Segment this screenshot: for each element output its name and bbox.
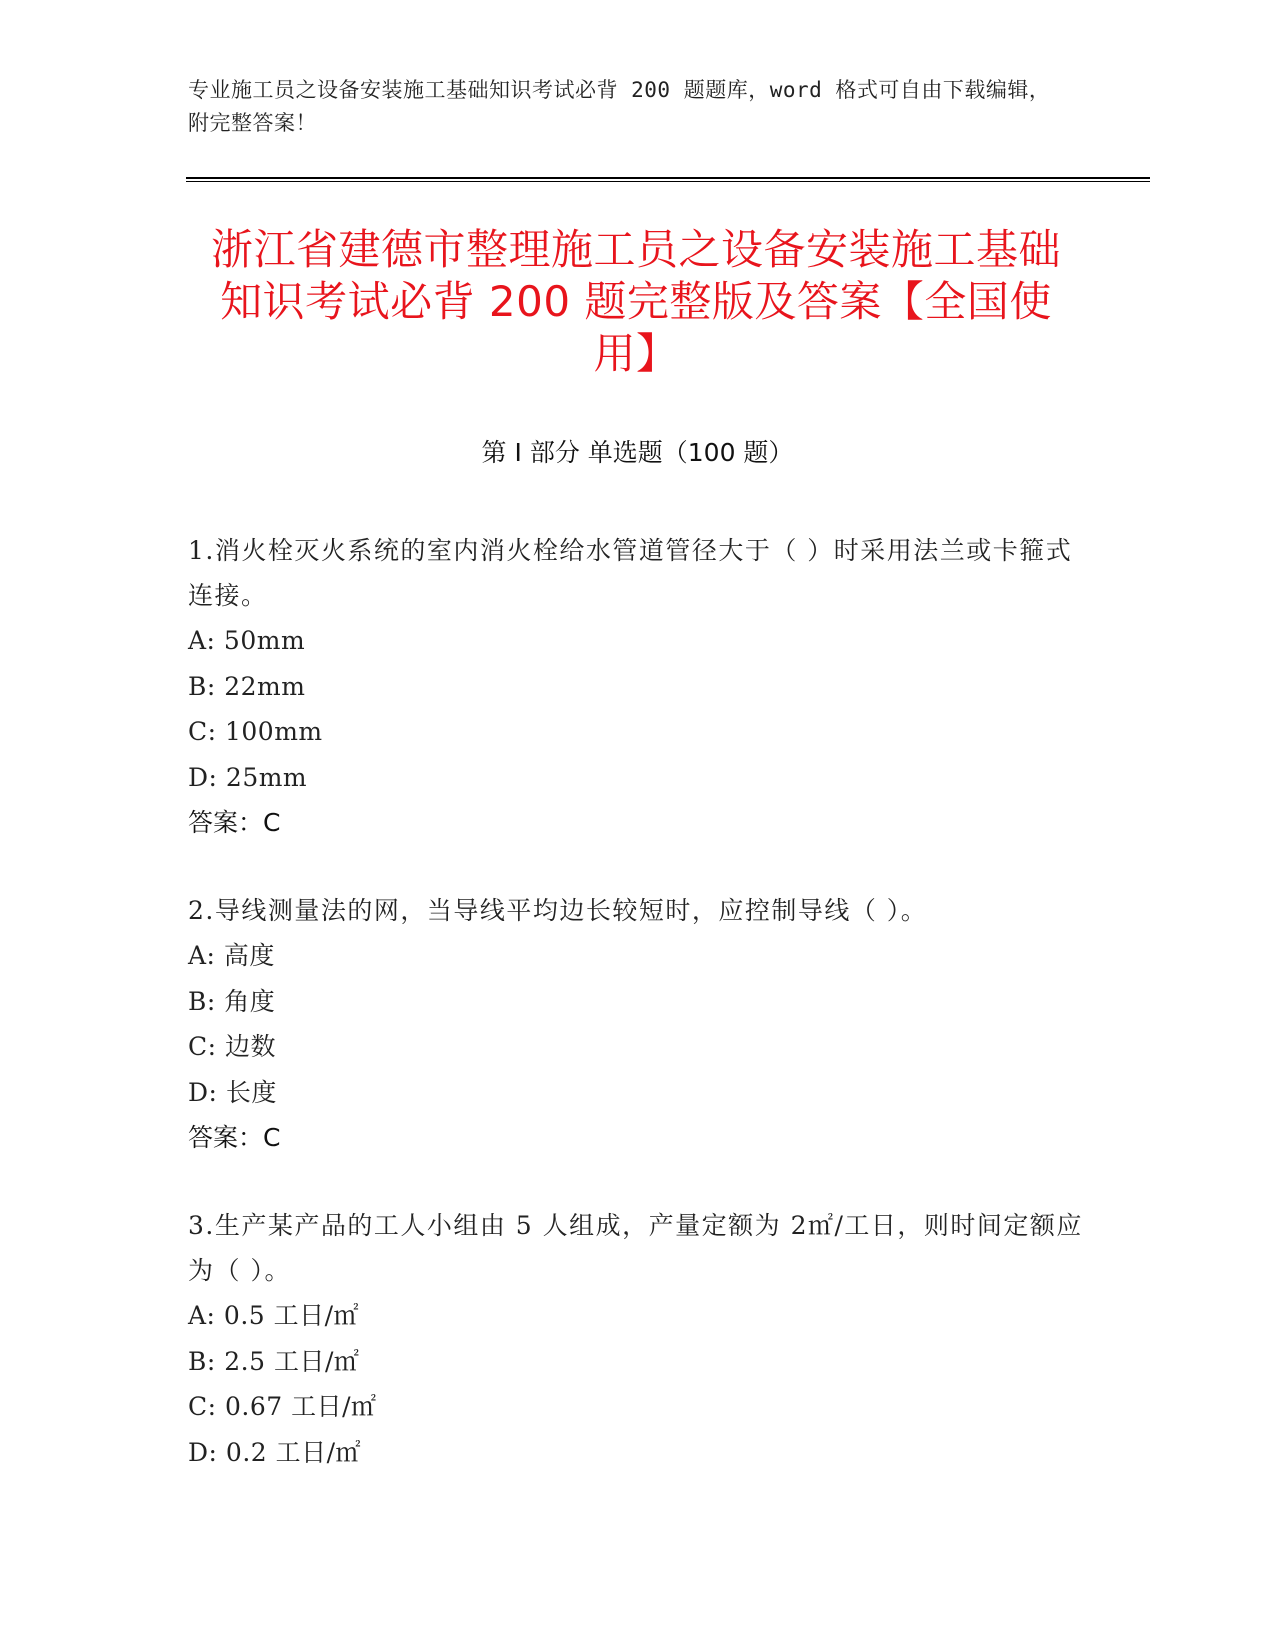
- question-stem: 2.导线测量法的网，当导线平均边长较短时，应控制导线（ ）。: [188, 896, 928, 925]
- header-rule-thick: [186, 177, 1150, 179]
- section-heading: 第 I 部分 单选题（100 题）: [481, 438, 794, 467]
- header-note: 专业施工员之设备安装施工基础知识考试必背 200 题题库，word 格式可自由下载编辑，附完整答案！: [188, 78, 1051, 135]
- option-a: A: 50mm: [188, 626, 306, 655]
- question-stem: 1.消火栓灭火系统的室内消火栓给水管道管径大于（ ）时采用法兰或卡箍式连接。: [188, 536, 1073, 610]
- option-c: C: 边数: [188, 1032, 276, 1061]
- option-a: A: 0.5 工日/㎡: [188, 1301, 360, 1330]
- question-3: [188, 1203, 1088, 1475]
- header-rule-thin: [186, 181, 1150, 182]
- option-b: B: 22mm: [188, 671, 306, 701]
- answer-line: 答案：C: [188, 808, 281, 837]
- question-1: [188, 528, 1088, 846]
- option-d: D: 0.2 工日/㎡: [188, 1437, 362, 1467]
- option-c: C: 0.67 工日/㎡: [188, 1392, 377, 1421]
- option-b: B: 角度: [188, 986, 276, 1016]
- answer-line: 答案：C: [188, 1123, 281, 1152]
- option-d: D: 长度: [188, 1077, 277, 1107]
- option-a: A: 高度: [188, 941, 275, 970]
- option-d: D: 25mm: [188, 762, 308, 792]
- option-b: B: 2.5 工日/㎡: [188, 1346, 360, 1376]
- document-title: 浙江省建德市整理施工员之设备安装施工基础知识考试必背 200 题完整版及答案【全国使用】: [210, 225, 1061, 378]
- option-c: C: 100mm: [188, 717, 323, 746]
- question-list: [188, 528, 1088, 1517]
- question-2: [188, 888, 1088, 1161]
- question-stem: 3.生产某产品的工人小组由 5 人组成，产量定额为 2㎡/工日，则时间定额应为（ ）。: [188, 1211, 1083, 1285]
